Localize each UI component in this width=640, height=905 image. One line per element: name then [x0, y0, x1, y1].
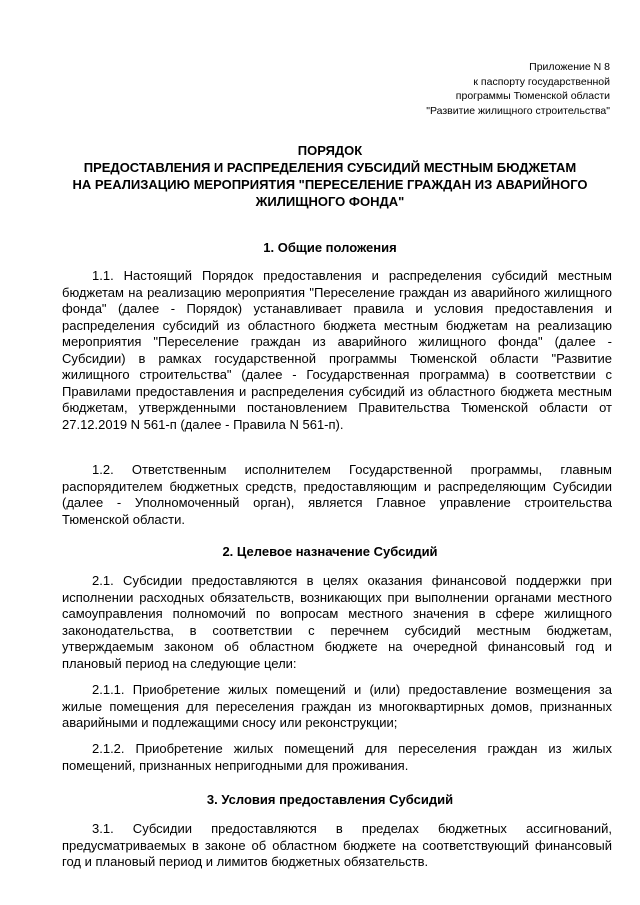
- paragraph-1-1: 1.1. Настоящий Порядок предоставления и распределения субсидий местным бюджетам на реализацию мероприятия "Переселение граждан из аварийного жилищного фонда" (далее - Порядок) устанавливает правила и условия предоставления и распределения субсидий из областного бюджета местным бюджетам на реализацию мероприятия "Переселение граждан из аварийного жилищного фонда" (далее - Субсидии) в рамках государственной программы Тюменской области "Развитие жилищного строительства" (далее - Государственная программа) в соответствии с Правилами предоставления и распределения субсидий из областного бюджета местным бюджетам, утвержденными постановлением Правительства Тюменской области от 27.12.2019 N 561-п (далее - Правила N 561-п).: [62, 268, 612, 432]
- paragraph-3-1: 3.1. Субсидии предоставляются в пределах бюджетных ассигнований, предусматриваемых в законе об областном бюджете на соответствующий финансовый год и плановый период и лимитов бюджетных обязательств.: [62, 821, 612, 869]
- paragraph-2-1-2: 2.1.2. Приобретение жилых помещений для переселения граждан из жилых помещений, признанных непригодными для проживания.: [62, 741, 612, 773]
- appendix-line: программы Тюменской области: [455, 90, 610, 102]
- section-3-heading: 3. Условия предоставления Субсидий: [206, 792, 454, 807]
- document-title: [60, 142, 600, 210]
- title-line: ПОРЯДОК: [297, 143, 363, 158]
- appendix-note: [426, 60, 610, 118]
- section-2-heading: 2. Целевое назначение Субсидий: [222, 544, 438, 559]
- paragraph-2-1: 2.1. Субсидии предоставляются в целях оказания финансовой поддержки при исполнении расходных обязательств, возникающих при выполнении органами местного самоуправления полномочий по вопросам местного значения в сфере жилищного законодательства, в соответствии с перечнем субсидий местным бюджетам, утверждаемым законом об областном бюджете на очередной финансовый год и плановый период на следующие цели:: [62, 573, 612, 671]
- appendix-line: "Развитие жилищного строительства": [426, 104, 610, 117]
- title-line: ЖИЛИЩНОГО ФОНДА": [255, 194, 405, 209]
- section-1-heading: 1. Общие положения: [263, 240, 397, 255]
- title-line: НА РЕАЛИЗАЦИЮ МЕРОПРИЯТИЯ "ПЕРЕСЕЛЕНИЕ ГРАЖДАН ИЗ АВАРИЙНОГО: [72, 177, 588, 192]
- appendix-line: Приложение N 8: [529, 61, 610, 73]
- paragraph-1-2: 1.2. Ответственным исполнителем Государственной программы, главным распорядителем бюджетных средств, предоставляющим и распределяющим Субсидии (далее - Уполномоченный орган), является Главное управление строительства Тюменской области.: [62, 462, 612, 527]
- appendix-line: к паспорту государственной: [473, 75, 610, 88]
- title-line: ПРЕДОСТАВЛЕНИЯ И РАСПРЕДЕЛЕНИЯ СУБСИДИЙ МЕСТНЫМ БЮДЖЕТАМ: [83, 160, 577, 175]
- paragraph-2-1-1: 2.1.1. Приобретение жилых помещений и (или) предоставление возмещения за жилые помещения для переселения граждан из многоквартирных домов, признанных аварийными и подлежащими сносу или реконструкции;: [62, 682, 612, 730]
